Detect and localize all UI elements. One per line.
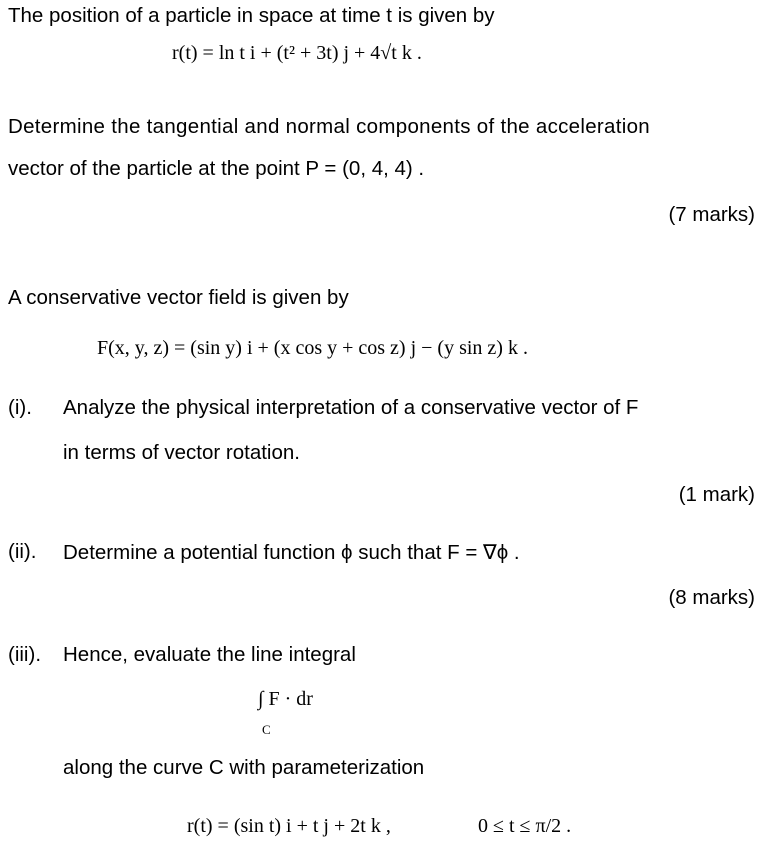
part-i-line1: Analyze the physical interpretation of a conservative vector of F — [63, 396, 639, 419]
curve-formula: r(t) = (sin t) i + t j + 2t k , — [187, 815, 391, 837]
q2-intro: A conservative vector field is given by — [8, 286, 349, 309]
part-i-line2: in terms of vector rotation. — [63, 441, 300, 464]
part-ii-marks: (8 marks) — [668, 586, 755, 609]
q1-intro: The position of a particle in space at time t is given by — [8, 4, 495, 27]
part-ii-label: (ii). — [8, 540, 37, 563]
line-integral: ∫ F · dr — [258, 688, 313, 710]
part-iii-label: (iii). — [8, 643, 42, 666]
part-i-marks: (1 mark) — [678, 483, 755, 506]
q1-position-formula: r(t) = ln t i + (t² + 3t) j + 4√t k . — [172, 42, 422, 64]
parameter-range: 0 ≤ t ≤ π/2 . — [478, 815, 572, 837]
q1-task-line1: Determine the tangential and normal components of the acceleration — [8, 115, 651, 138]
q1-task-line2: vector of the particle at the point P = (0, 4, 4) . — [8, 157, 425, 180]
part-iii-line2: along the curve C with parameterization — [63, 756, 425, 779]
integral-subscript: C — [262, 722, 271, 737]
part-i-label: (i). — [8, 396, 32, 419]
q2-field-formula: F(x, y, z) = (sin y) i + (x cos y + cos z) j − (y sin z) k . — [97, 337, 528, 359]
part-iii-line1: Hence, evaluate the line integral — [63, 643, 356, 666]
q1-marks: (7 marks) — [668, 203, 755, 226]
part-ii-text: Determine a potential function ϕ such that F = ∇ϕ . — [63, 541, 520, 564]
